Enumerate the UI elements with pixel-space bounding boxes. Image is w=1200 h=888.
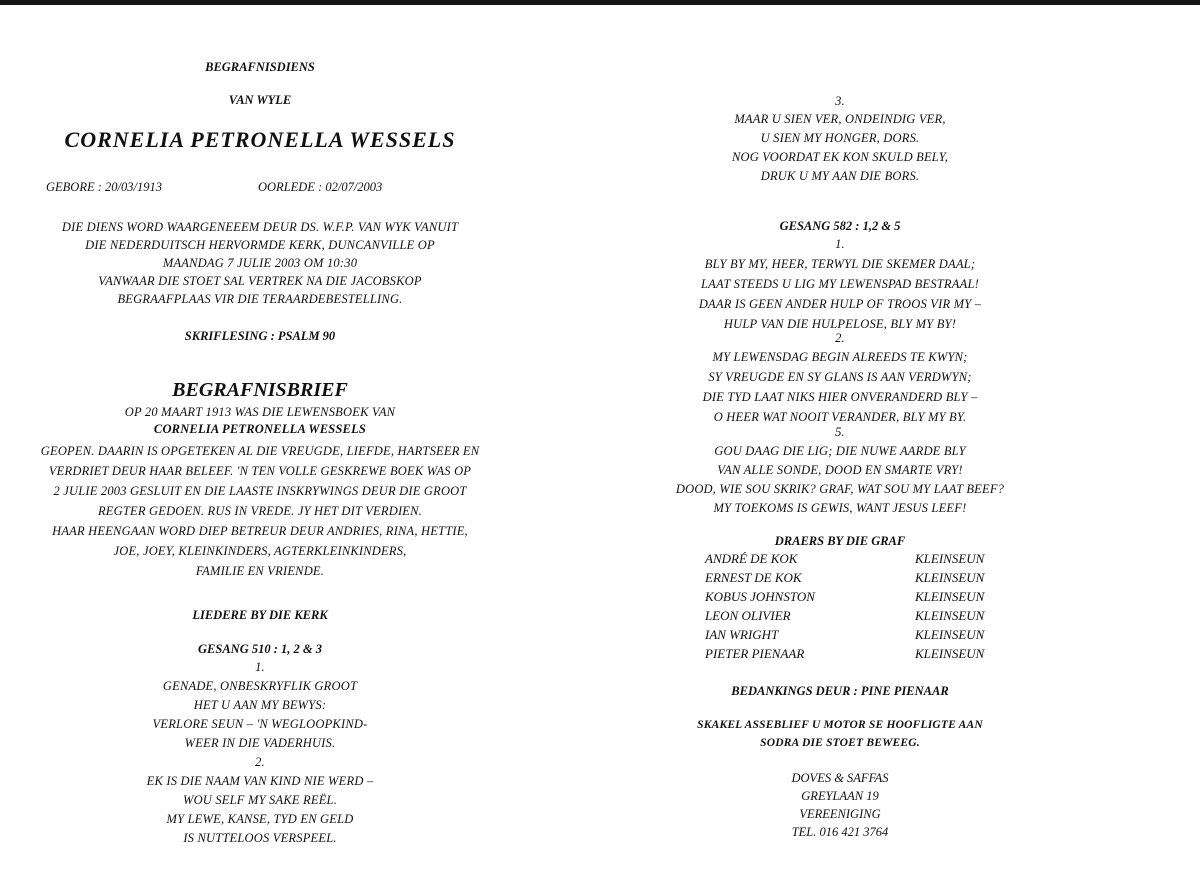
bearer-row [705,607,1005,625]
service-line: DIE DIENS WORD WAARGENEEEM DEUR DS. W.F.P. VAN WYK VANUIT [61,220,459,234]
hymn-line: EK IS DIE NAAM VAN KIND NIE WERD – [146,774,374,788]
bearers-title: DRAERS BY DIE GRAF [774,534,906,548]
undertaker-line: TEL. 016 421 3764 [791,825,889,839]
bearer-name: KOBUS JOHNSTON [705,589,815,604]
letter-title: BEGRAFNISBRIEF [172,379,348,401]
hymn-line: GENADE, ONBESKRYFLIK GROOT [162,679,358,693]
bearer-name: LEON OLIVIER [705,608,791,623]
bearer-name: IAN WRIGHT [705,627,779,642]
hymn-line: MY LEWE, KANSE, TYD EN GELD [166,812,354,826]
bearer-name: ANDRÉ DE KOK [705,551,798,566]
van-wyle: VAN WYLE [228,93,292,107]
verse-3-line: MAAR U SIEN VER, ONDEINDIG VER, [734,112,946,126]
letter-line: VERDRIET DEUR HAAR BELEEF. 'N TEN VOLLE GESKREWE BOEK WAS OP [48,464,472,478]
service-line: MAANDAG 7 JULIE 2003 OM 10:30 [162,256,358,270]
service-line: VANWAAR DIE STOET SAL VERTREK NA DIE JACOBSKOP [98,274,422,288]
letter-line: JOE, JOEY, KLEINKINDERS, AGTERKLEINKINDERS, [113,544,407,558]
bearer-row [705,645,1005,663]
hymn-line: VAN ALLE SONDE, DOOD EN SMARTE VRY! [717,463,963,477]
letter-line: GEOPEN. DAARIN IS OPGETEKEN AL DIE VREUGDE, LIEFDE, HARTSEER EN [40,444,480,458]
bearer-row [705,569,1005,587]
verse-3-line: NOG VOORDAT EK KON SKULD BELY, [731,150,949,164]
letter-line: HAAR HEENGAAN WORD DIEP BETREUR DEUR ANDRIES, RINA, HETTIE, [52,524,468,538]
songs-title: LIEDERE BY DIE KERK [192,608,328,622]
bearer-relation: KLEINSEUN [915,551,985,566]
top-edge-bar [0,0,1200,5]
hymn-line: DOOD, WIE SOU SKRIK? GRAF, WAT SOU MY LAAT BEEF? [675,482,1005,496]
service-line: DIE NEDERDUITSCH HERVORMDE KERK, DUNCANVILLE OP [85,238,435,252]
scripture-reading: SKRIFLESING : PSALM 90 [184,329,336,343]
hymn-line: 2. [835,331,845,345]
hymn-line: DIE TYD LAAT NIKS HIER ONVERANDERD BLY – [702,390,978,404]
verse-3-line: U SIEN MY HONGER, DORS. [760,131,920,145]
hymn-line: HET U AAN MY BEWYS: [193,698,327,712]
bearer-row [705,588,1005,606]
bearer-row [705,550,1005,568]
service-line: BEGRAAFPLAAS VIR DIE TERAARDEBESTELLING. [117,292,403,306]
letter-line: 2 JULIE 2003 GESLUIT EN DIE LAASTE INSKRYWINGS DEUR DIE GROOT [53,484,467,498]
hymn-510-title: GESANG 510 : 1, 2 & 3 [198,642,322,656]
hymn-line: VERLORE SEUN – 'N WEGLOOPKIND- [152,717,368,731]
bearer-relation: KLEINSEUN [915,570,985,585]
hymn-line: 1. [255,660,265,674]
bearer-name: ERNEST DE KOK [705,570,802,585]
letter-intro: OP 20 MAART 1913 WAS DIE LEWENSBOEK VAN [124,405,396,419]
hymn-line: IS NUTTELOOS VERSPEEL. [183,831,337,845]
birth-date: GEBORE : 20/03/1913 [46,180,162,194]
notice-line: SKAKEL ASSEBLIEF U MOTOR SE HOOFLIGTE AAN [697,719,983,731]
bearer-name: PIETER PIENAAR [705,646,805,661]
bearer-relation: KLEINSEUN [915,589,985,604]
letter-name: CORNELIA PETRONELLA WESSELS [153,422,367,436]
bearer-row [705,626,1005,644]
letter-line: FAMILIE EN VRIENDE. [195,564,325,578]
letter-line: REGTER GEDOEN. RUS IN VREDE. JY HET DIT VERDIEN. [97,504,423,518]
notice-line: SODRA DIE STOET BEWEEG. [760,737,920,749]
hymn-line: 2. [255,755,265,769]
hymn-line: 5. [835,425,845,439]
bearer-relation: KLEINSEUN [915,627,985,642]
hymn-line: WOU SELF MY SAKE REËL. [182,793,338,807]
undertaker-line: DOVES & SAFFAS [791,771,889,785]
hymn-line: BLY BY MY, HEER, TERWYL DIE SKEMER DAAL; [704,257,976,271]
hymn-line: HULP VAN DIE HULPELOSE, BLY MY BY! [723,317,957,331]
verse-3-line: 3. [835,94,845,108]
hymn-line: LAAT STEEDS U LIG MY LEWENSPAD BESTRAAL! [701,277,979,291]
hymn-line: DAAR IS GEEN ANDER HULP OF TROOS VIR MY – [698,297,982,311]
undertaker-line: GREYLAAN 19 [801,789,879,803]
hymn-582-title: GESANG 582 : 1,2 & 5 [779,219,901,233]
bearer-relation: KLEINSEUN [915,646,985,661]
thanks-line: BEDANKINGS DEUR : PINE PIENAAR [731,684,949,698]
hymn-line: WEER IN DIE VADERHUIS. [184,736,336,750]
death-date: OORLEDE : 02/07/2003 [258,180,383,194]
bearer-relation: KLEINSEUN [915,608,985,623]
deceased-name: CORNELIA PETRONELLA WESSELS [64,127,456,152]
verse-3-line: DRUK U MY AAN DIE BORS. [760,169,920,183]
hymn-line: SY VREUGDE EN SY GLANS IS AAN VERDWYN; [708,370,972,384]
undertaker-line: VEREENIGING [799,807,881,821]
service-title: BEGRAFNISDIENS [205,60,315,74]
hymn-line: O HEER WAT NOOIT VERANDER, BLY MY BY. [713,410,967,424]
hymn-line: MY LEWENSDAG BEGIN ALREEDS TE KWYN; [712,350,968,364]
hymn-line: 1. [835,237,845,251]
hymn-line: MY TOEKOMS IS GEWIS, WANT JESUS LEEF! [713,501,967,515]
hymn-line: GOU DAAG DIE LIG; DIE NUWE AARDE BLY [714,444,966,458]
